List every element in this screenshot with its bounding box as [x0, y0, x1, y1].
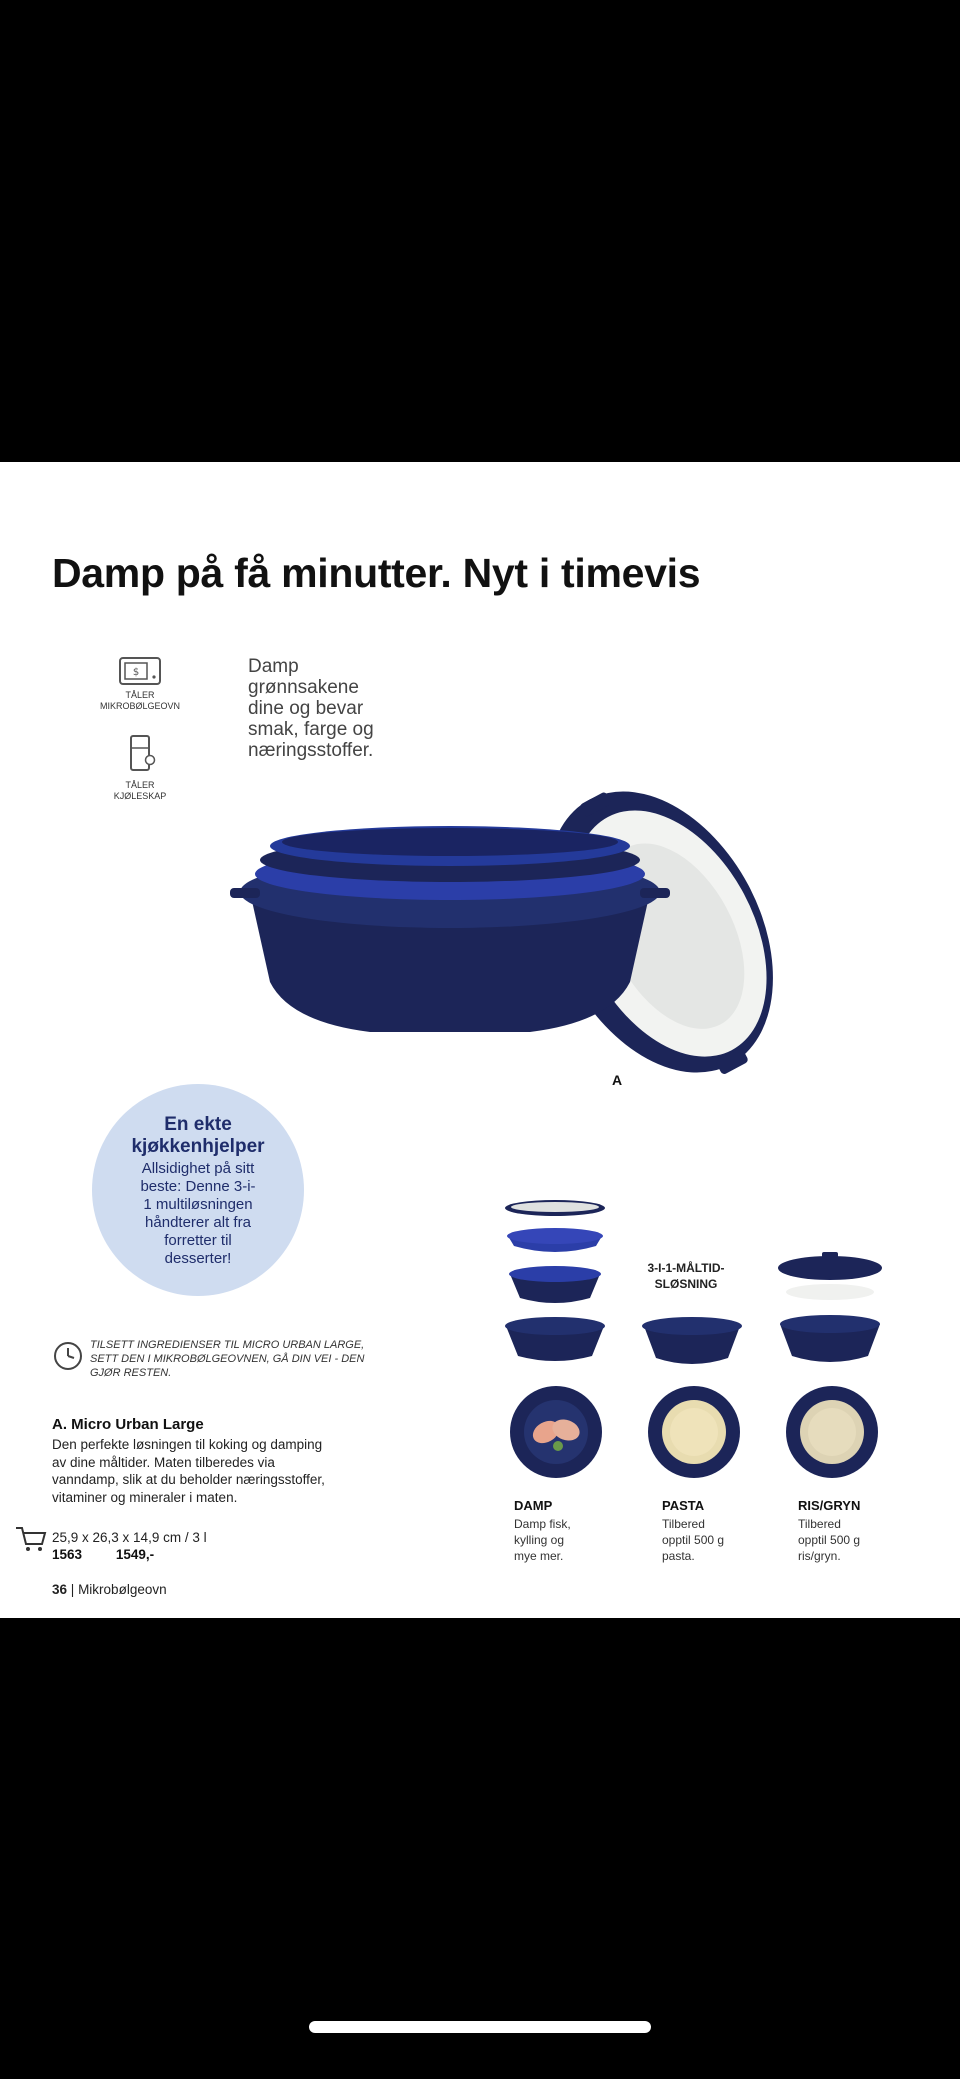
shopping-cart-icon[interactable]: [14, 1524, 48, 1554]
use-title-damp: DAMP: [514, 1498, 553, 1513]
pasta-dish-photo: [646, 1384, 742, 1480]
kitchen-helper-bubble: [92, 1084, 304, 1296]
product-image-micro-urban: [230, 742, 870, 1122]
use-text-ris: Tilbered opptil 500 g ris/gryn.: [798, 1517, 861, 1563]
product-title: A. Micro Urban Large: [52, 1416, 204, 1433]
clock-icon: [52, 1340, 84, 1372]
product-price: 1549,-: [115, 1547, 155, 1562]
solution-label: 3-I-1-MÅLTID- SLØSNING: [647, 1261, 725, 1291]
tip-text: TILSETT INGREDIENSER TIL MICRO URBAN LARGE, SETT DEN I MIKROBØLGEOVNEN, GÅ DIN VEI - DEN GJØR RESTEN.: [90, 1339, 365, 1379]
product-dimensions: 25,9 x 26,3 x 14,9 cm / 3 l: [52, 1530, 207, 1545]
svg-text:$: $: [132, 667, 140, 678]
page-number: 36: [52, 1582, 68, 1597]
footer-section: Mikrobølgeovn: [78, 1582, 167, 1597]
pasta-bowl-image: [640, 1314, 744, 1374]
rice-dish-photo: [784, 1384, 880, 1480]
product-description: Den perfekte løsningen til koking og damping av dine måltider. Maten tilberedes via vanndamp, slik at du beholder næringsstoffer, vitaminer og mineraler i maten.: [52, 1437, 325, 1505]
microwave-badge-label: TÅLER MIKROBØLGEOVN: [99, 690, 180, 711]
exploded-stack-image: [500, 1198, 620, 1368]
microwave-icon: [118, 656, 162, 688]
fridge-badge-label: TÅLER KJØLESKAP: [113, 780, 167, 801]
use-text-damp: Damp fisk, kylling og mye mer.: [514, 1517, 571, 1563]
use-text-pasta: Tilbered opptil 500 g pasta.: [662, 1517, 725, 1563]
intro-text: Damp grønnsakene dine og bevar smak, farge og næringsstoffer.: [248, 656, 374, 761]
footer-divider: |: [70, 1582, 79, 1597]
product-code: 1563: [52, 1547, 83, 1562]
fridge-icon: [125, 734, 157, 774]
use-title-pasta: PASTA: [662, 1498, 705, 1513]
bubble-title: En ekte kjøkkenhjelper: [131, 1114, 265, 1157]
steam-dish-photo: [508, 1384, 604, 1480]
use-title-ris: RIS/GRYN: [798, 1498, 861, 1513]
home-indicator[interactable]: [309, 2021, 651, 2033]
bubble-text: Allsidighet på sitt beste: Denne 3-i- 1 multiløsningen håndterer alt fra forretter til desserter!: [140, 1160, 256, 1267]
catalog-page: [0, 462, 960, 1618]
page-headline: Damp på få minutter. Nyt i timevis: [52, 550, 701, 596]
page-footer: [52, 1582, 167, 1597]
product-code-price: [52, 1547, 184, 1562]
rice-bowl-image: [774, 1250, 886, 1374]
image-letter-a: A: [612, 1072, 623, 1088]
